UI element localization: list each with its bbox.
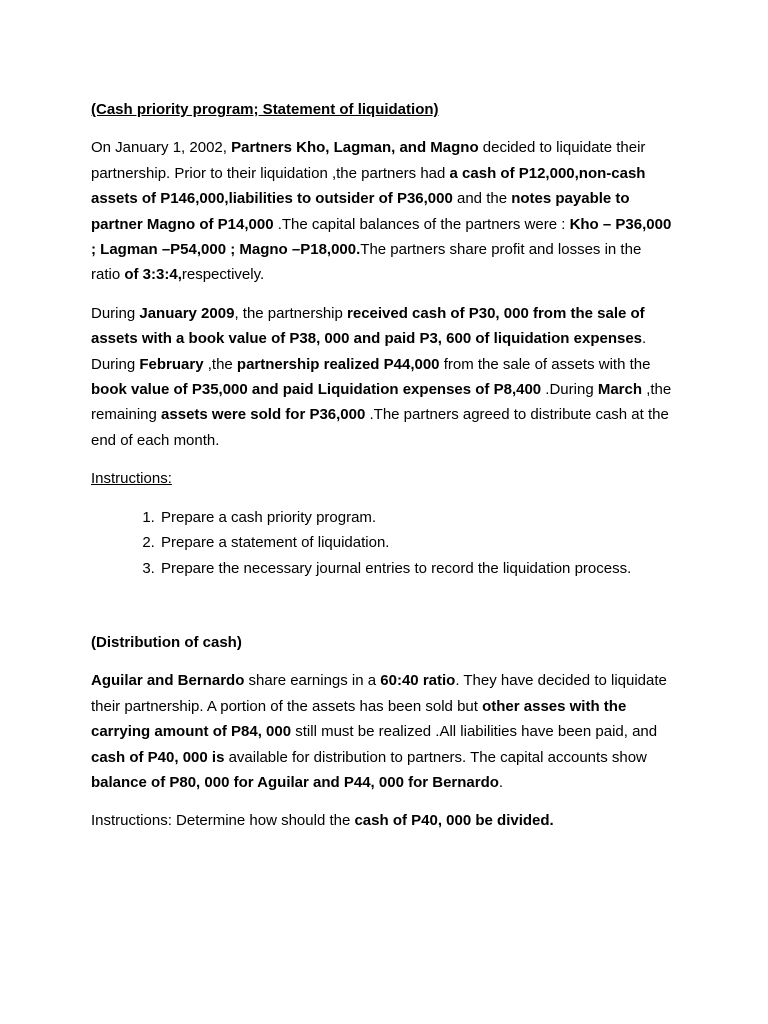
bold-text-run: Partners Kho, Lagman, and Magno <box>231 139 479 157</box>
text-run: .The partners agreed to distribute cash at the end of each month. <box>91 406 669 449</box>
text-run: ,the remaining <box>91 381 672 424</box>
bold-text-run: assets were sold for P36,000 <box>161 406 366 424</box>
text-run: from the sale of assets with the <box>439 355 651 373</box>
text-run: . They have decided to liquidate their partnership. A portion of the assets has been sold but <box>91 672 667 715</box>
text-run: .The capital balances of the partners were : <box>273 215 570 233</box>
instruction-item: 1. Prepare a cash priority program. <box>159 505 672 530</box>
section2-instructions <box>91 808 672 833</box>
section1-paragraph-2 <box>91 301 672 453</box>
text-run: During <box>91 304 140 322</box>
instruction-item: 3. Prepare the necessary journal entries to record the liquidation process. <box>159 556 672 581</box>
text-run: available for distribution to partners. The capital accounts show <box>224 748 647 766</box>
bold-text-run: cash of P40, 000 be divided. <box>354 812 554 830</box>
bold-text-run: 60:40 ratio <box>380 672 456 690</box>
bold-text-run: January 2009 <box>139 304 235 322</box>
bold-text-run: Kho – P36,000 ; Lagman –P54,000 ; Magno –P18,000. <box>91 215 672 259</box>
text-run: still must be realized .All liabilities have been paid, and <box>291 723 658 741</box>
text-run: . During <box>91 330 647 373</box>
bold-text-run: February <box>139 355 204 373</box>
text-run: respectively. <box>181 266 265 284</box>
bold-text-run: March <box>597 381 643 399</box>
bold-text-run: of 3:3:4, <box>124 266 182 284</box>
bold-text-run: a cash of P12,000,non-cash assets of P146,000,liabilities to outsider of P36,000 <box>91 164 646 208</box>
section2-paragraph-1 <box>91 668 672 795</box>
instruction-item: 2. Prepare a statement of liquidation. <box>159 530 672 555</box>
bold-text-run: Aguilar and Bernardo <box>91 672 245 690</box>
section1-paragraph-1 <box>91 135 672 287</box>
bold-text-run: received cash of P30, 000 from the sale of assets with a book value of P38, 000 and paid P3, 600 of liquidation expenses <box>91 304 645 348</box>
text-run: Instructions: Determine how should the <box>91 812 355 830</box>
text-run: . <box>498 773 504 791</box>
bold-text-run: balance of P80, 000 for Aguilar and P44, 000 for Bernardo <box>91 773 499 791</box>
instructions-heading: Instructions: <box>91 470 172 488</box>
instructions-list <box>91 505 672 581</box>
section2-title: (Distribution of cash) <box>91 633 242 651</box>
bold-text-run: notes payable to partner Magno of P14,000 <box>91 190 630 233</box>
text-run: decided to liquidate their partnership. Prior to their liquidation ,the partners had <box>91 139 646 182</box>
bold-text-run: other asses with the carrying amount of P84, 000 <box>91 697 627 741</box>
text-run: .During <box>541 381 598 399</box>
section1-title: (Cash priority program; Statement of liquidation) <box>91 101 439 118</box>
text-run: share earnings in a <box>244 672 381 690</box>
text-run: ,the <box>203 355 237 373</box>
text-run: On January 1, 2002, <box>91 139 232 157</box>
text-run: , the partnership <box>234 304 348 322</box>
text-run: The partners share profit and losses in the ratio <box>91 241 642 284</box>
text-run: and the <box>452 190 512 208</box>
bold-text-run: cash of P40, 000 is <box>91 748 225 766</box>
bold-text-run: book value of P35,000 and paid Liquidation expenses of P8,400 <box>91 381 542 399</box>
bold-text-run: partnership realized P44,000 <box>236 355 440 373</box>
